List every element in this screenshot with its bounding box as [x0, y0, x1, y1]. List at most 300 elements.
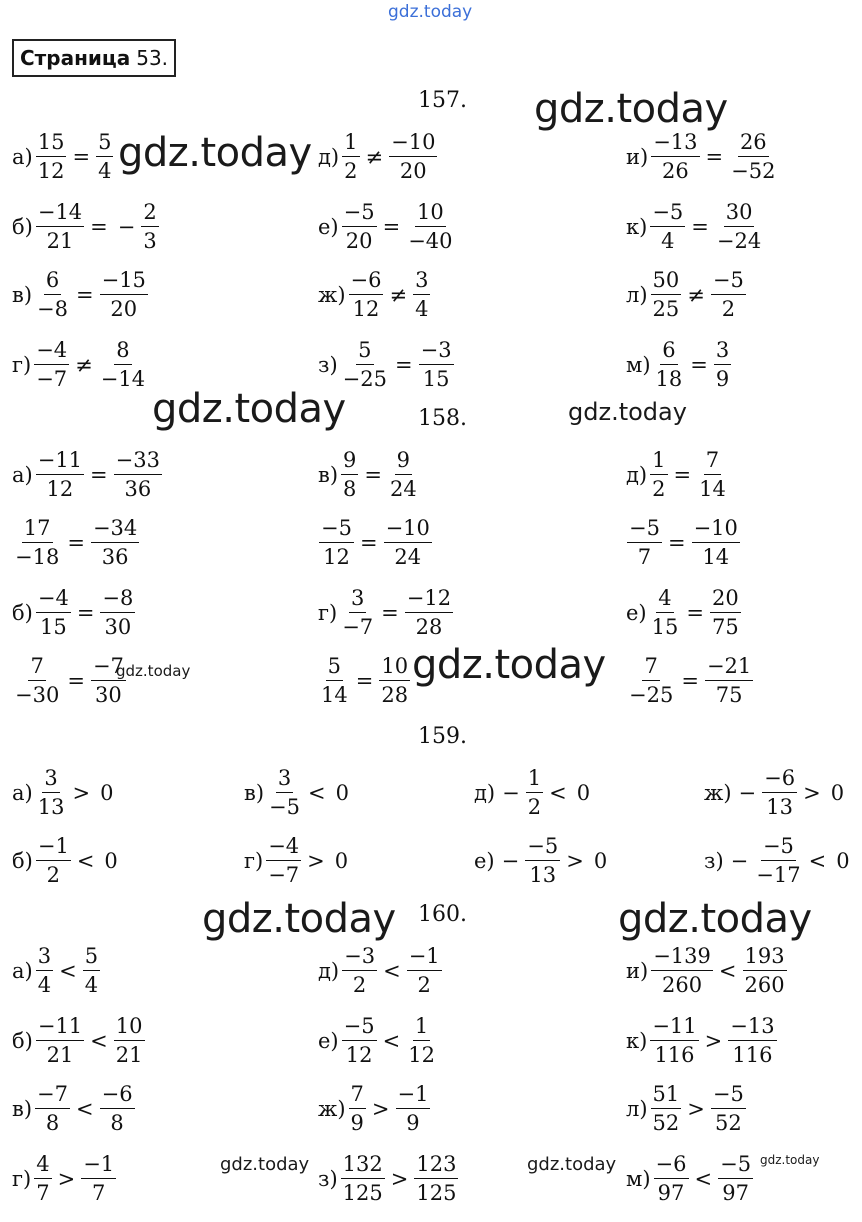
numerator: −5 [525, 832, 560, 861]
fraction [81, 1150, 116, 1207]
numerator: −11 [36, 1012, 84, 1041]
fraction [413, 266, 430, 323]
denominator: 14 [321, 683, 348, 707]
fraction [349, 266, 384, 323]
exercise-item [626, 1012, 778, 1069]
denominator: −25 [342, 367, 387, 391]
denominator: 52 [652, 1111, 680, 1135]
denominator: −25 [629, 683, 674, 707]
exercise-item [318, 514, 433, 571]
operator: > [803, 780, 821, 805]
denominator: 2 [46, 863, 61, 887]
item-label: е) [318, 1028, 339, 1053]
operator: < [75, 1096, 94, 1121]
task-number: 158. [418, 406, 467, 431]
exercise-item [12, 198, 160, 255]
item-label: д) [626, 462, 648, 487]
fraction [654, 336, 685, 393]
operator: 0 [576, 780, 591, 805]
denominator: 125 [416, 1181, 457, 1205]
fraction [141, 198, 158, 255]
denominator: 2 [344, 159, 358, 183]
operator: = [681, 668, 699, 693]
watermark: gdz.today [760, 1153, 820, 1167]
fraction [405, 584, 453, 641]
operator: = [72, 144, 91, 169]
exercise-item [318, 652, 411, 709]
denominator: 52 [715, 1111, 742, 1135]
exercise-item [12, 514, 140, 571]
denominator: 97 [657, 1181, 685, 1205]
item-label: з) [318, 1166, 338, 1191]
numerator: 5 [96, 128, 113, 157]
denominator: 75 [715, 683, 743, 707]
exercise-item [318, 446, 420, 503]
denominator: 4 [661, 229, 675, 253]
exercise-item [318, 1150, 459, 1207]
operator: < [383, 958, 401, 983]
item-label: в) [12, 1096, 33, 1121]
denominator: 13 [766, 795, 793, 819]
page-title-label: Страница [20, 46, 131, 70]
fraction [342, 942, 377, 999]
fraction [414, 1150, 458, 1207]
fraction [650, 584, 681, 641]
numerator: 5 [326, 652, 343, 681]
denominator: 15 [422, 367, 450, 391]
numerator: −3 [419, 336, 454, 365]
fraction [35, 266, 70, 323]
operator: > [371, 1096, 390, 1121]
operator: ≠ [687, 282, 705, 307]
page-title-number: 53. [136, 46, 169, 70]
operator: − [117, 214, 136, 239]
numerator: −6 [654, 1150, 689, 1179]
item-label: ж) [704, 780, 732, 805]
item-label: е) [318, 214, 339, 239]
numerator: 10 [114, 1012, 145, 1041]
numerator: 7 [349, 1080, 366, 1109]
numerator: −5 [342, 1012, 377, 1041]
operator: 0 [104, 848, 118, 873]
exercise-item [318, 942, 443, 999]
fraction [266, 832, 301, 889]
numerator: 1 [342, 128, 359, 157]
operator: = [67, 530, 85, 555]
item-label: в) [12, 282, 33, 307]
denominator: 8 [110, 1111, 124, 1135]
denominator: 14 [702, 545, 730, 569]
operator: < [808, 848, 827, 873]
numerator: 1 [650, 446, 667, 475]
page-title [12, 39, 176, 77]
numerator: −5 [718, 1150, 753, 1179]
operator: > [390, 1166, 409, 1191]
fraction [388, 446, 419, 503]
denominator: 12 [345, 1043, 373, 1067]
item-label: а) [12, 462, 33, 487]
watermark: gdz.today [534, 86, 728, 132]
numerator: 51 [651, 1080, 682, 1109]
exercise-item [318, 336, 455, 393]
denominator: 18 [655, 367, 683, 391]
exercise-item [244, 764, 354, 821]
numerator: 26 [738, 128, 769, 157]
denominator: 260 [744, 973, 785, 997]
denominator: 12 [408, 1043, 435, 1067]
fraction [342, 1012, 377, 1069]
numerator: 17 [22, 514, 53, 543]
item-label: д) [318, 958, 340, 983]
denominator: 260 [662, 973, 703, 997]
fraction [526, 764, 543, 821]
fraction [714, 336, 731, 393]
denominator: 2 [527, 795, 542, 819]
fraction [705, 652, 753, 709]
operator: − [502, 780, 520, 805]
numerator: −5 [761, 832, 796, 861]
denominator: 21 [46, 229, 74, 253]
numerator: −5 [711, 266, 746, 295]
numerator: −139 [651, 942, 713, 971]
item-label: д) [474, 780, 496, 805]
exercise-item [12, 764, 118, 821]
fraction [697, 446, 728, 503]
item-label: д) [318, 144, 340, 169]
item-label: а) [12, 780, 33, 805]
item-label: и) [626, 144, 649, 169]
denominator: 12 [37, 159, 65, 183]
denominator: 12 [46, 477, 74, 501]
numerator: −5 [627, 514, 662, 543]
numerator: 9 [341, 446, 358, 475]
operator: − [501, 848, 520, 873]
operator: − [730, 848, 749, 873]
exercise-item [626, 446, 729, 503]
operator: = [667, 530, 686, 555]
operator: 0 [335, 780, 349, 805]
fraction [100, 584, 135, 641]
fraction [754, 832, 802, 889]
operator: < [76, 848, 95, 873]
fraction [650, 446, 667, 503]
operator: = [394, 352, 413, 377]
fraction [389, 128, 437, 185]
fraction [36, 1012, 84, 1069]
numerator: 7 [28, 652, 45, 681]
operator: < [382, 1028, 401, 1053]
numerator: −5 [650, 198, 685, 227]
fraction [341, 446, 358, 503]
numerator: −3 [342, 942, 377, 971]
item-label: к) [626, 1028, 648, 1053]
denominator: 7 [637, 545, 652, 569]
fraction [728, 1012, 776, 1069]
fraction [340, 584, 375, 641]
watermark: gdz.today [116, 662, 191, 680]
fraction [342, 198, 377, 255]
denominator: −8 [37, 297, 68, 321]
numerator: 6 [44, 266, 61, 295]
denominator: 125 [342, 1181, 383, 1205]
task-number: 159. [418, 724, 467, 749]
fraction [627, 514, 662, 571]
exercise-item [12, 652, 127, 709]
watermark: gdz.today [118, 130, 312, 176]
numerator: 1 [413, 1012, 430, 1041]
numerator: 123 [414, 1150, 458, 1179]
denominator: −17 [756, 863, 801, 887]
numerator: −11 [650, 1012, 698, 1041]
denominator: −7 [268, 863, 300, 887]
denominator: 13 [37, 795, 65, 819]
operator: 0 [593, 848, 608, 873]
numerator: −5 [342, 198, 377, 227]
operator: − [738, 780, 757, 805]
numerator: −1 [407, 942, 442, 971]
exercise-item [12, 446, 163, 503]
item-label: л) [626, 1096, 648, 1121]
fraction [114, 446, 162, 503]
denominator: 25 [652, 297, 680, 321]
item-label: г) [318, 600, 338, 625]
denominator: 4 [415, 297, 429, 321]
exercise-item [626, 942, 788, 999]
fraction [100, 266, 148, 323]
numerator: 30 [724, 198, 755, 227]
numerator: 3 [36, 942, 53, 971]
exercise-item [12, 1012, 146, 1069]
numerator: 5 [356, 336, 373, 365]
exercise-item [626, 128, 778, 185]
exercise-item [12, 336, 148, 393]
watermark: gdz.today [412, 642, 606, 688]
operator: ≠ [389, 282, 408, 307]
numerator: 3 [42, 764, 59, 793]
fraction [13, 514, 61, 571]
fraction [341, 1150, 385, 1207]
item-label: г) [12, 352, 32, 377]
denominator: 75 [711, 615, 739, 639]
exercise-item [626, 336, 732, 393]
numerator: 3 [413, 266, 430, 295]
item-label: б) [12, 214, 33, 239]
operator: = [359, 530, 378, 555]
operator: = [90, 214, 108, 239]
denominator: 20 [399, 159, 427, 183]
denominator: 4 [84, 973, 99, 997]
denominator: 28 [415, 615, 443, 639]
exercise-item [12, 1150, 117, 1207]
denominator: 4 [98, 159, 112, 183]
fraction [396, 1080, 431, 1137]
fraction [650, 198, 685, 255]
watermark-top: gdz.today [388, 2, 473, 22]
operator: ≠ [75, 352, 93, 377]
operator: ≠ [365, 144, 384, 169]
fraction [406, 198, 454, 255]
fraction [34, 1150, 51, 1207]
denominator: 28 [381, 683, 409, 707]
fraction [710, 584, 741, 641]
item-label: в) [318, 462, 339, 487]
denominator: 14 [699, 477, 726, 501]
exercise-item [318, 128, 438, 185]
denominator: −5 [269, 795, 300, 819]
exercise-item [318, 198, 456, 255]
watermark: gdz.today [568, 398, 687, 426]
numerator: −11 [36, 446, 84, 475]
numerator: 50 [651, 266, 682, 295]
exercise-item [626, 266, 747, 323]
exercise-item [318, 584, 454, 641]
denominator: −24 [716, 229, 762, 253]
denominator: −14 [100, 367, 146, 391]
fraction [651, 266, 682, 323]
numerator: −4 [266, 832, 301, 861]
denominator: −7 [36, 367, 68, 391]
fraction [743, 942, 787, 999]
numerator: −4 [36, 584, 71, 613]
exercise-item [626, 1080, 747, 1137]
exercise-item [626, 584, 742, 641]
operator: = [67, 668, 85, 693]
denominator: 9 [715, 367, 730, 391]
fraction [525, 832, 560, 889]
fraction [651, 1080, 682, 1137]
item-label: а) [12, 144, 33, 169]
operator: = [75, 282, 94, 307]
denominator: −7 [342, 615, 374, 639]
numerator: 4 [656, 584, 673, 613]
denominator: 15 [651, 615, 679, 639]
exercise-item [318, 266, 431, 323]
operator: 0 [100, 780, 114, 805]
operator: > [687, 1096, 705, 1121]
denominator: −18 [15, 545, 60, 569]
denominator: 2 [417, 973, 431, 997]
numerator: −6 [100, 1080, 135, 1109]
item-label: м) [626, 1166, 651, 1191]
fraction [267, 764, 302, 821]
numerator: −5 [319, 514, 354, 543]
exercise-item [704, 832, 855, 889]
operator: = [355, 668, 374, 693]
operator: = [691, 214, 709, 239]
task-number: 160. [418, 902, 467, 927]
item-label: б) [12, 1028, 33, 1053]
denominator: 2 [352, 973, 367, 997]
operator: > [566, 848, 584, 873]
operator: = [690, 352, 708, 377]
fraction [650, 1012, 698, 1069]
numerator: −7 [91, 652, 126, 681]
item-label: г) [12, 1166, 32, 1191]
fraction [83, 942, 100, 999]
numerator: 132 [341, 1150, 385, 1179]
operator: > [72, 780, 91, 805]
operator: = [705, 144, 724, 169]
fraction [36, 764, 67, 821]
denominator: 24 [390, 477, 417, 501]
fraction [91, 514, 139, 571]
numerator: 2 [141, 198, 158, 227]
numerator: 5 [83, 942, 100, 971]
watermark: gdz.today [220, 1154, 310, 1175]
numerator: −10 [389, 128, 437, 157]
denominator: 36 [124, 477, 152, 501]
fraction [711, 266, 746, 323]
item-label: и) [626, 958, 649, 983]
operator: < [718, 958, 737, 983]
denominator: 9 [350, 1111, 364, 1135]
item-label: ж) [318, 1096, 346, 1121]
fraction [319, 514, 354, 571]
operator: = [90, 462, 108, 487]
numerator: −10 [692, 514, 740, 543]
numerator: −8 [100, 584, 135, 613]
fraction [99, 336, 147, 393]
numerator: 9 [395, 446, 412, 475]
denominator: 26 [662, 159, 689, 183]
numerator: −6 [349, 266, 384, 295]
item-label: в) [244, 780, 265, 805]
operator: < [307, 780, 326, 805]
operator: = [382, 214, 401, 239]
fraction [342, 128, 359, 185]
operator: > [307, 848, 325, 873]
fraction [718, 1150, 753, 1207]
denominator: 2 [721, 297, 736, 321]
denominator: 2 [652, 477, 666, 501]
exercise-item [12, 128, 114, 185]
exercise-item [626, 1150, 754, 1207]
fraction [729, 128, 777, 185]
item-label: м) [626, 352, 651, 377]
fraction [762, 764, 797, 821]
denominator: 21 [115, 1043, 143, 1067]
fraction [692, 514, 740, 571]
fraction [384, 514, 432, 571]
numerator: 3 [714, 336, 731, 365]
numerator: 8 [114, 336, 131, 365]
watermark: gdz.today [618, 896, 812, 942]
fraction [36, 198, 84, 255]
operator: < [694, 1166, 713, 1191]
fraction [711, 1080, 746, 1137]
numerator: −4 [34, 336, 69, 365]
operator: = [673, 462, 692, 487]
exercise-item [474, 832, 612, 889]
fraction [651, 942, 713, 999]
fraction [36, 128, 67, 185]
task-number: 157. [418, 88, 467, 113]
numerator: −1 [396, 1080, 431, 1109]
operator: = [76, 600, 95, 625]
exercise-item [318, 1080, 431, 1137]
item-label: г) [244, 848, 264, 873]
exercise-item [12, 584, 136, 641]
denominator: 97 [722, 1181, 749, 1205]
denominator: 21 [46, 1043, 74, 1067]
denominator: 116 [732, 1043, 773, 1067]
operator: = [381, 600, 399, 625]
numerator: −5 [711, 1080, 746, 1109]
denominator: 30 [104, 615, 132, 639]
fraction [114, 1012, 145, 1069]
denominator: 13 [529, 863, 557, 887]
fraction [36, 584, 71, 641]
